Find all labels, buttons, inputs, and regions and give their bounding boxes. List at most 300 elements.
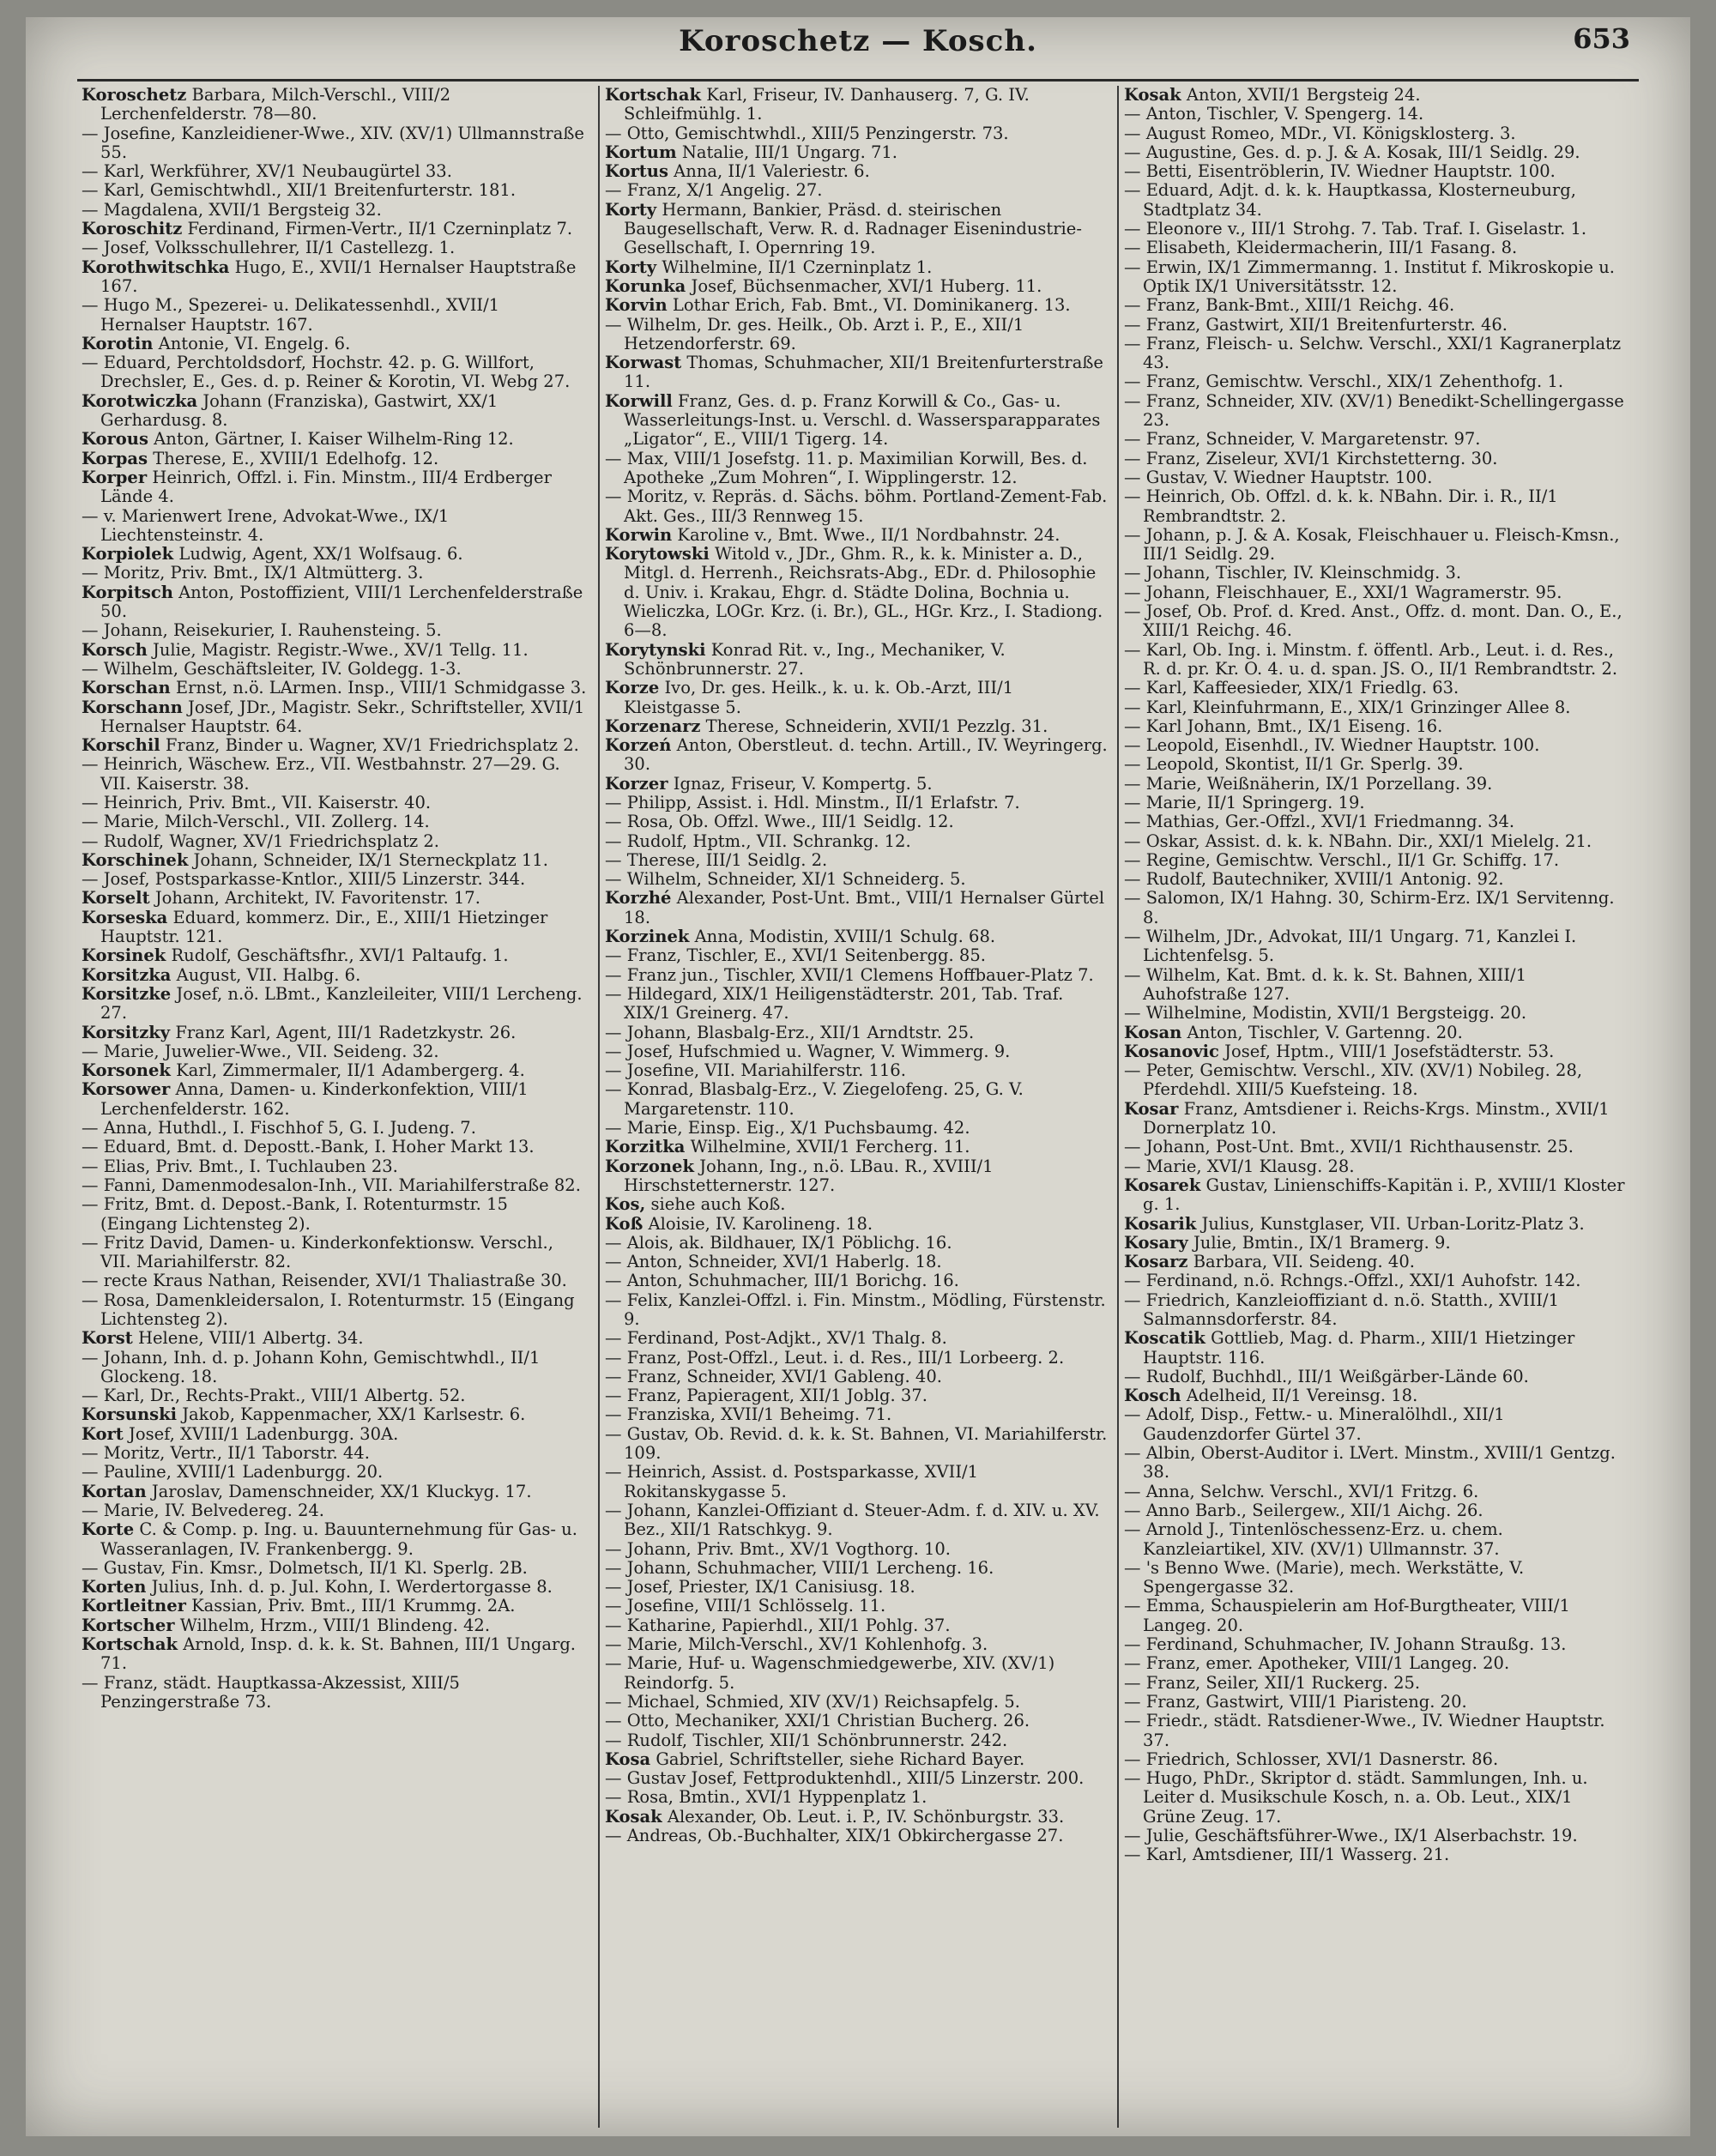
- directory-entry: [82, 1119, 588, 1138]
- entry-text: Josef, Hptm., VIII/1 Josefstädterstr. 53.: [1224, 1041, 1555, 1061]
- directory-entry: [1124, 1520, 1630, 1559]
- entry-text: — Franz, Papieragent, XII/1 Joblg. 37.: [605, 1386, 927, 1406]
- entry-text: Gustav, Linienschiffs-Kapitän i. P., XVIII/1 Kloster g. 1.: [1143, 1175, 1625, 1215]
- entry-text: Anton, Postoffizient, VIII/1 Lerchenfelderstraße 50.: [100, 582, 583, 622]
- entry-text: — Josefine, VIII/1 Schlösselg. 11.: [605, 1596, 886, 1616]
- entry-surname: Kos,: [605, 1194, 646, 1215]
- entry-text: Wilhelm, Hrzm., VIII/1 Blindeng. 42.: [179, 1615, 491, 1635]
- entry-text: siehe auch Koß.: [650, 1194, 786, 1215]
- entry-text: — Moritz, v. Repräs. d. Sächs. böhm. Portland-Zement-Fab. Akt. Ges., III/3 Rennweg 15.: [605, 486, 1108, 526]
- directory-entry: [82, 162, 588, 181]
- entry-text: — Elias, Priv. Bmt., I. Tuchlauben 23.: [82, 1156, 398, 1176]
- directory-entry: [1124, 1386, 1630, 1405]
- entry-text: Therese, E., XVIII/1 Edelhofg. 12.: [153, 448, 439, 468]
- entry-text: — Franziska, XVII/1 Beheimg. 71.: [605, 1404, 892, 1425]
- entry-text: — Rudolf, Wagner, XV/1 Friedrichsplatz 2.: [82, 830, 440, 851]
- entry-text: Adelheid, II/1 Vereinsg. 18.: [1186, 1386, 1418, 1406]
- directory-entry: [605, 1731, 1111, 1750]
- directory-entry: [605, 450, 1111, 488]
- directory-entry: [605, 353, 1111, 392]
- directory-entry: [82, 1329, 588, 1348]
- entry-text: — Augustine, Ges. d. p. J. & A. Kosak, III/1 Seidlg. 29.: [1124, 142, 1580, 162]
- directory-entry: [1124, 162, 1630, 181]
- entry-text: Gabriel, Schriftsteller, siehe Richard Bayer.: [656, 1748, 1025, 1769]
- entry-surname: Korwast: [605, 353, 682, 373]
- entry-text: — Mathias, Ger.-Offzl., XVI/1 Friedmanng. 34.: [1124, 812, 1515, 832]
- directory-entry: [1124, 1253, 1630, 1271]
- entry-text: — Gustav, Ob. Revid. d. k. k. St. Bahnen, VI. Mariahilferstr. 109.: [605, 1423, 1108, 1464]
- directory-entry: [1124, 1845, 1630, 1864]
- directory-entry: [605, 946, 1111, 965]
- directory-entry: [1124, 1444, 1630, 1483]
- entry-text: — Johann, Post-Unt. Bmt., XVII/1 Richthausenstr. 25.: [1124, 1137, 1574, 1157]
- entry-text: — Hildegard, XIX/1 Heiligenstädterstr. 201, Tab. Traf. XIX/1 Greinerg. 47.: [605, 983, 1064, 1024]
- entry-text: — Anton, Schneider, XVI/1 Haberlg. 18.: [605, 1252, 942, 1272]
- directory-entry: [1124, 316, 1630, 335]
- directory-entry: [1124, 1138, 1630, 1157]
- entry-text: Anna, Damen- u. Kinderkonfektion, VIII/1 Lerchenfelderstr. 162.: [100, 1079, 529, 1119]
- entry-text: — Franz, städt. Hauptkassa-Akzessist, XIII/5 Penzingerstraße 73.: [82, 1672, 460, 1712]
- entry-text: — Oskar, Assist. d. k. k. NBahn. Dir., XXI/1 Mielelg. 21.: [1124, 830, 1592, 851]
- directory-entry: [82, 985, 588, 1024]
- entry-surname: Koroschitz: [82, 219, 183, 239]
- entry-text: — Wilhelm, Dr. ges. Heilk., Ob. Arzt i. P., E., XII/1 Hetzendorferstr. 69.: [605, 314, 1024, 353]
- entry-text: — Johann, Schuhmacher, VIII/1 Lercheng. 16.: [605, 1557, 994, 1578]
- directory-entry: [1124, 679, 1630, 698]
- entry-text: — Anna, Huthdl., I. Fischhof 5, G. I. Judeng. 7.: [82, 1118, 476, 1138]
- entry-text: — Franz, Schneider, XIV. (XV/1) Benedikt-Schellingergasse 23.: [1124, 390, 1624, 431]
- directory-entry: [82, 966, 588, 985]
- entry-text: — Emma, Schauspielerin am Hof-Burgtheater, VIII/1 Langeg. 20.: [1124, 1596, 1570, 1635]
- directory-entry: [605, 1654, 1111, 1693]
- entry-text: — Elisabeth, Kleidermacherin, III/1 Fasang. 8.: [1124, 238, 1518, 258]
- entry-text: — Gustav Josef, Fettproduktenhdl., XIII/5 Linzerstr. 200.: [605, 1768, 1085, 1789]
- directory-entry: [82, 86, 588, 124]
- entry-text: — Johann, Fleischhauer, E., XXI/1 Wagramerstr. 95.: [1124, 582, 1562, 602]
- entry-text: — Karl, Dr., Rechts-Prakt., VIII/1 Albertg. 52.: [82, 1386, 466, 1406]
- entry-text: Natalie, III/1 Ungarg. 71.: [681, 142, 897, 162]
- entry-surname: Kosch: [1124, 1386, 1181, 1406]
- entry-text: Jaroslav, Damenschneider, XX/1 Kluckyg. 17.: [151, 1481, 532, 1501]
- entry-text: Anton, Tischler, V. Gartenng. 20.: [1187, 1022, 1463, 1042]
- entry-text: — Friedrich, Schlosser, XVI/1 Dasnerstr. 86.: [1124, 1748, 1499, 1769]
- entry-surname: Korsower: [82, 1079, 171, 1100]
- directory-entry: [605, 1329, 1111, 1348]
- directory-entry: [1124, 124, 1630, 143]
- entry-surname: Kosan: [1124, 1022, 1182, 1042]
- entry-surname: Kosarek: [1124, 1175, 1201, 1195]
- directory-entry: [82, 1597, 588, 1615]
- directory-entry: [82, 1501, 588, 1520]
- entry-text: — Marie, Weißnäherin, IX/1 Porzellang. 39.: [1124, 773, 1493, 794]
- column-divider-1: [598, 86, 600, 2128]
- directory-entry: [1124, 1042, 1630, 1061]
- entry-text: — Karl, Gemischtwhdl., XII/1 Breitenfurterstr. 181.: [82, 180, 517, 201]
- directory-entry: [82, 812, 588, 831]
- entry-surname: Korwin: [605, 524, 673, 545]
- entry-text: — Franz, Bank-Bmt., XIII/1 Reichg. 46.: [1124, 295, 1455, 316]
- entry-text: — Hugo, PhDr., Skriptor d. städt. Sammlungen, Inh. u. Leiter d. Musikschule Kosch, n. a. Ob. Leut., XIX/1 Grüne Zeug. 17.: [1124, 1768, 1588, 1827]
- entry-text: — Heinrich, Wäschew. Erz., VII. Westbahnstr. 27—29. G. VII. Kaiserstr. 38.: [82, 754, 560, 794]
- entry-text: Helene, VIII/1 Albertg. 34.: [138, 1328, 364, 1349]
- directory-entry: [1124, 1712, 1630, 1750]
- directory-column-2: [605, 86, 1111, 1845]
- directory-entry: [82, 392, 588, 431]
- entry-text: — Johann, Priv. Bmt., XV/1 Vogthorg. 10.: [605, 1538, 951, 1559]
- entry-text: — Johann, Reisekurier, I. Rauhensteing. 5.: [82, 620, 442, 641]
- entry-text: — Eduard, Adjt. d. k. k. Hauptkassa, Klosterneuburg, Stadtplatz 34.: [1124, 180, 1576, 220]
- directory-entry: [605, 526, 1111, 545]
- directory-entry: [605, 1501, 1111, 1540]
- entry-text: — Wilhelm, JDr., Advokat, III/1 Ungarg. 71, Kanzlei I. Lichtenfelsg. 5.: [1124, 927, 1577, 966]
- entry-text: — Peter, Gemischtw. Verschl., XIV. (XV/1) Nobileg. 28, Pferdehdl. XIII/5 Kuefsteing. 18.: [1124, 1060, 1583, 1100]
- entry-text: Rudolf, Geschäftsfhr., XVI/1 Paltaufg. 1.: [171, 945, 509, 966]
- directory-entry: [605, 1157, 1111, 1196]
- entry-text: Anton, Oberstleut. d. techn. Artill., IV. Weyringerg. 30.: [624, 735, 1108, 775]
- directory-entry: [1124, 1693, 1630, 1712]
- entry-text: — Ferdinand, Schuhmacher, IV. Johann Straußg. 13.: [1124, 1634, 1567, 1655]
- directory-entry: [605, 1349, 1111, 1368]
- entry-text: Anton, Gärtner, I. Kaiser Wilhelm-Ring 12.: [154, 429, 514, 450]
- directory-entry: [1124, 1674, 1630, 1693]
- entry-text: — Fritz, Bmt. d. Depost.-Bank, I. Rotenturmstr. 15 (Eingang Lichtensteg 2).: [82, 1194, 508, 1234]
- entry-surname: Korotin: [82, 333, 154, 353]
- entry-text: — Rudolf, Tischler, XII/1 Schönbrunnerstr. 242.: [605, 1730, 1008, 1750]
- directory-entry: [1124, 1827, 1630, 1845]
- directory-entry: [82, 679, 588, 698]
- directory-entry: [1124, 239, 1630, 257]
- entry-text: August, VII. Halbg. 6.: [176, 964, 361, 985]
- entry-text: — Rosa, Ob. Offzl. Wwe., III/1 Seidlg. 12.: [605, 812, 954, 832]
- directory-entry: [82, 564, 588, 583]
- directory-entry: [1124, 698, 1630, 717]
- entry-text: — Marie, Milch-Verschl., XV/1 Kohlenhofg. 3.: [605, 1634, 988, 1655]
- entry-text: Arnold, Insp. d. k. k. St. Bahnen, III/1 Ungarg. 71.: [100, 1634, 577, 1674]
- directory-entry: [82, 1271, 588, 1290]
- directory-entry: [82, 621, 588, 640]
- directory-entry: [82, 258, 588, 297]
- directory-entry: [605, 870, 1111, 889]
- directory-entry: [82, 851, 588, 870]
- entry-text: — Magdalena, XVII/1 Bergsteig 32.: [82, 199, 382, 220]
- entry-surname: Kosarik: [1124, 1213, 1197, 1234]
- directory-entry: [605, 1061, 1111, 1080]
- directory-entry: [82, 1234, 588, 1272]
- entry-text: — Josef, Postsparkasse-Kntlor., XIII/5 Linzerstr. 344.: [82, 869, 526, 890]
- entry-surname: Korst: [82, 1328, 133, 1349]
- entry-text: Lothar Erich, Fab. Bmt., VI. Dominikanerg. 13.: [672, 295, 1071, 316]
- entry-text: — Franz, Schneider, XVI/1 Gableng. 40.: [605, 1366, 942, 1386]
- entry-text: — Franz, Gastwirt, VIII/1 Piaristeng. 20.: [1124, 1691, 1467, 1712]
- entry-text: Jakob, Kappenmacher, XX/1 Karlsestr. 6.: [182, 1404, 526, 1425]
- entry-text: — Franz, Fleisch- u. Selchw. Verschl., XXI/1 Kagranerplatz 43.: [1124, 333, 1622, 373]
- entry-text: Josef, Büchsenmacher, XVI/1 Huberg. 11.: [691, 275, 1042, 296]
- directory-entry: [1124, 335, 1630, 373]
- entry-text: Ivo, Dr. ges. Heilk., k. u. k. Ob.-Arzt, III/1 Kleistgasse 5.: [624, 678, 1014, 717]
- entry-text: — Marie, XVI/1 Klausg. 28.: [1124, 1156, 1355, 1176]
- directory-entry: [1124, 258, 1630, 297]
- directory-entry: [1124, 1024, 1630, 1042]
- entry-text: — Franz, Tischler, E., XVI/1 Seitenbergg. 85.: [605, 945, 986, 966]
- directory-entry: [82, 1157, 588, 1176]
- directory-entry: [1124, 1654, 1630, 1673]
- entry-text: — Philipp, Assist. i. Hdl. Minstm., II/1 Erlafstr. 7.: [605, 792, 1020, 812]
- directory-entry: [605, 1712, 1111, 1730]
- directory-entry: [605, 86, 1111, 124]
- entry-text: Ferdinand, Firmen-Vertr., II/1 Czerninplatz 7.: [187, 219, 573, 239]
- directory-entry: [82, 181, 588, 200]
- entry-text: — Fanni, Damenmodesalon-Inh., VII. Mariahilferstraße 82.: [82, 1175, 581, 1195]
- header-rule: [77, 79, 1639, 82]
- entry-surname: Korzonek: [605, 1156, 694, 1176]
- entry-text: — Arnold J., Tintenlöschessenz-Erz. u. chem. Kanzleiartikel, XIV. (XV/1) Ullmannstr. 37.: [1124, 1519, 1503, 1559]
- directory-entry: [1124, 794, 1630, 812]
- running-head: Koroschetz — Kosch.: [679, 24, 1037, 58]
- entry-text: — Katharine, Papierhdl., XII/1 Pohlg. 37.: [605, 1615, 951, 1635]
- directory-entry: [1124, 736, 1630, 755]
- entry-surname: Koscatik: [1124, 1328, 1205, 1349]
- entry-surname: Korsitzka: [82, 964, 172, 985]
- entry-surname: Korsitzky: [82, 1022, 171, 1042]
- directory-entry: [605, 985, 1111, 1024]
- directory-entry: [82, 1616, 588, 1635]
- entry-text: — Marie, Milch-Verschl., VII. Zollerg. 14.: [82, 812, 430, 832]
- entry-surname: Korseska: [82, 907, 168, 927]
- entry-text: — Marie, IV. Belvedereg. 24.: [82, 1500, 324, 1520]
- directory-entry: [82, 1405, 588, 1424]
- directory-entry: [82, 353, 588, 392]
- entry-surname: Korwill: [605, 390, 673, 411]
- entry-text: Johann, Schneider, IX/1 Sterneckplatz 11.: [193, 849, 548, 870]
- directory-entry: [605, 1425, 1111, 1464]
- entry-text: — Therese, III/1 Seidlg. 2.: [605, 849, 828, 870]
- directory-entry: [605, 1386, 1111, 1405]
- entry-surname: Korunka: [605, 275, 686, 296]
- directory-entry: [1124, 812, 1630, 831]
- entry-text: — Johann, p. J. & A. Kosak, Fleischhauer u. Fleisch-Kmsn., III/1 Seidlg. 29.: [1124, 524, 1620, 565]
- directory-entry: [1124, 564, 1630, 583]
- directory-entry: [1124, 755, 1630, 774]
- entry-text: Hugo, E., XVII/1 Hernalser Hauptstraße 167.: [100, 257, 577, 296]
- entry-surname: Korsonek: [82, 1060, 171, 1081]
- directory-entry: [1124, 1597, 1630, 1635]
- entry-text: — Rudolf, Hptm., VII. Schrankg. 12.: [605, 830, 911, 851]
- entry-text: Julius, Inh. d. p. Jul. Kohn, I. Werdertorgasse 8.: [151, 1577, 553, 1597]
- directory-entry: [1124, 1501, 1630, 1520]
- entry-text: Karl, Friseur, IV. Danhauserg. 7, G. IV. Schleifmühlg. 1.: [624, 86, 1030, 124]
- entry-text: — v. Marienwert Irene, Advokat-Wwe., IX/1 Liechtensteinstr. 4.: [82, 505, 450, 545]
- entry-text: — Johann, Blasbalg-Erz., XII/1 Arndtstr. 25.: [605, 1022, 975, 1042]
- entry-surname: Korschan: [82, 678, 171, 698]
- entry-surname: Korotwiczka: [82, 390, 198, 411]
- directory-entry: [1124, 775, 1630, 794]
- directory-entry: [82, 220, 588, 239]
- directory-entry: [82, 1425, 588, 1444]
- entry-text: Heinrich, Offzl. i. Fin. Minstm., III/4 Erdberger Lände 4.: [100, 467, 552, 507]
- entry-text: C. & Comp. p. Ing. u. Bauunternehmung für Gas- u. Wasseranlagen, IV. Frankenbergg. 9.: [100, 1519, 577, 1559]
- page-number: 653: [1573, 22, 1630, 55]
- entry-text: Gottlieb, Mag. d. Pharm., XIII/1 Hietzinger Hauptstr. 116.: [1143, 1328, 1575, 1368]
- directory-entry: [1124, 372, 1630, 391]
- entry-text: — Wilhelm, Geschäftsleiter, IV. Goldegg. 1-3.: [82, 658, 462, 679]
- directory-entry: [1124, 870, 1630, 889]
- directory-entry: [605, 1808, 1111, 1827]
- directory-entry: [82, 755, 588, 794]
- entry-surname: Kortus: [605, 161, 668, 182]
- entry-text: — Leopold, Eisenhdl., IV. Wiedner Hauptstr. 100.: [1124, 735, 1540, 756]
- entry-text: Witold v., JDr., Ghm. R., k. k. Minister a. D., Mitgl. d. Herrenh., Reichsrats-Abg., EDr. d. Philosophie d. Univ. i. Krakau, Ehgr. d. Städte Dolina, Bochnia u. Wieliczka, LOGr. Krz. (i. Br.), GL., HGr. Krz., I. Stadiong. 6—8.: [624, 544, 1103, 641]
- directory-entry: [605, 851, 1111, 870]
- entry-surname: Korytowski: [605, 544, 710, 565]
- entry-text: Therese, Schneiderin, XVII/1 Pezzlg. 31.: [705, 716, 1048, 736]
- directory-entry: [1124, 1635, 1630, 1654]
- entry-text: — Josef, Volksschullehrer, II/1 Castellezg. 1.: [82, 238, 456, 258]
- directory-entry: [82, 1483, 588, 1501]
- entry-text: Alexander, Post-Unt. Bmt., VIII/1 Hernalser Gürtel 18.: [624, 888, 1105, 927]
- directory-entry: [82, 1195, 588, 1234]
- entry-text: — Franz, Seiler, XII/1 Ruckerg. 25.: [1124, 1672, 1421, 1693]
- entry-text: Eduard, kommerz. Dir., E., XIII/1 Hietzinger Hauptstr. 121.: [100, 907, 548, 947]
- entry-text: Kassian, Priv. Bmt., III/1 Krummg. 2A.: [191, 1596, 516, 1616]
- entry-text: — Alois, ak. Bildhauer, IX/1 Pöblichg. 16.: [605, 1232, 952, 1253]
- entry-text: — Marie, Huf- u. Wagenschmiedgewerbe, XIV. (XV/1) Reindorfg. 5.: [605, 1653, 1055, 1693]
- directory-entry: [605, 124, 1111, 143]
- directory-entry: [605, 258, 1111, 277]
- directory-entry: [605, 1788, 1111, 1807]
- directory-entry: [1124, 181, 1630, 220]
- directory-entry: [1124, 1483, 1630, 1501]
- entry-surname: Korzitka: [605, 1137, 686, 1157]
- entry-text: — Felix, Kanzlei-Offzl. i. Fin. Minstm., Mödling, Fürstenstr. 9.: [605, 1289, 1106, 1329]
- entry-text: — Albin, Oberst-Auditor i. LVert. Minstm., XVIII/1 Gentzg. 38.: [1124, 1443, 1616, 1483]
- directory-entry: [82, 736, 588, 755]
- directory-entry: [605, 812, 1111, 831]
- directory-entry: [1124, 430, 1630, 449]
- entry-text: — Franz, Gastwirt, XII/1 Breitenfurterstr. 46.: [1124, 314, 1508, 335]
- entry-text: — Josef, Hufschmied u. Wagner, V. Wimmerg. 9.: [605, 1041, 1011, 1061]
- entry-surname: Koß: [605, 1213, 644, 1234]
- entry-text: Konrad Rit. v., Ing., Mechaniker, V. Schönbrunnerstr. 27.: [624, 639, 1006, 679]
- directory-entry: [82, 641, 588, 660]
- entry-text: — Wilhelmine, Modistin, XVII/1 Bergsteigg. 20.: [1124, 1003, 1527, 1024]
- directory-entry: [1124, 851, 1630, 870]
- directory-entry: [1124, 1234, 1630, 1253]
- directory-entry: [82, 545, 588, 564]
- entry-surname: Kosarz: [1124, 1252, 1188, 1272]
- directory-entry: [82, 794, 588, 812]
- directory-entry: [1124, 1769, 1630, 1827]
- entry-text: — August Romeo, MDr., VI. Königsklosterg. 3.: [1124, 123, 1516, 143]
- entry-text: Franz, Binder u. Wagner, XV/1 Friedrichsplatz 2.: [165, 735, 579, 756]
- entry-surname: Korschinek: [82, 849, 189, 870]
- directory-entry: [605, 1253, 1111, 1271]
- entry-text: Johann (Franziska), Gastwirt, XX/1 Gerhardusg. 8.: [100, 390, 498, 431]
- directory-entry: [82, 946, 588, 965]
- directory-column-3: [1124, 86, 1630, 1865]
- entry-surname: Kortum: [605, 142, 677, 162]
- entry-text: — Regine, Gemischtw. Verschl., II/1 Gr. Schiffg. 17.: [1124, 849, 1560, 870]
- directory-entry: [1124, 296, 1630, 315]
- entry-surname: Korothwitschka: [82, 257, 230, 277]
- entry-text: — Karl, Kaffeesieder, XIX/1 Friedlg. 63.: [1124, 678, 1459, 698]
- directory-entry: [1124, 1100, 1630, 1138]
- directory-entry: [1124, 966, 1630, 1005]
- directory-entry: [605, 1042, 1111, 1061]
- entry-surname: Korte: [82, 1519, 135, 1540]
- entry-text: — Rosa, Bmtin., XVI/1 Hyppenplatz 1.: [605, 1787, 927, 1808]
- directory-entry: [1124, 1176, 1630, 1215]
- directory-entry: [82, 1024, 588, 1042]
- entry-text: — 's Benno Wwe. (Marie), mech. Werkstätte, V. Spengergasse 32.: [1124, 1557, 1525, 1597]
- entry-text: — Hugo M., Spezerei- u. Delikatessenhdl., XVII/1 Hernalser Hauptstr. 167.: [82, 295, 500, 335]
- entry-text: — Josef, Ob. Prof. d. Kred. Anst., Offz. d. mont. Dan. O., E., XIII/1 Reichg. 46.: [1124, 601, 1622, 641]
- entry-text: — Moritz, Vertr., II/1 Taborstr. 44.: [82, 1443, 370, 1464]
- entry-surname: Kortscher: [82, 1615, 175, 1635]
- entry-surname: Korzinek: [605, 927, 690, 947]
- entry-surname: Korschil: [82, 735, 160, 756]
- directory-entry: [605, 162, 1111, 181]
- entry-text: — Anton, Schuhmacher, III/1 Borichg. 16.: [605, 1271, 959, 1291]
- directory-entry: [1124, 487, 1630, 526]
- directory-entry: [605, 889, 1111, 927]
- entry-text: Anton, XVII/1 Bergsteig 24.: [1186, 86, 1421, 105]
- entry-surname: Korschann: [82, 697, 183, 717]
- entry-text: Julius, Kunstglaser, VII. Urban-Loritz-Platz 3.: [1201, 1213, 1585, 1234]
- entry-text: — Andreas, Ob.-Buchhalter, XIX/1 Obkirchergasse 27.: [605, 1826, 1064, 1846]
- entry-text: — Ferdinand, Post-Adjkt., XV/1 Thalg. 8.: [605, 1328, 947, 1349]
- directory-entry: [1124, 602, 1630, 641]
- directory-entry: [82, 832, 588, 851]
- directory-entry: [605, 201, 1111, 258]
- entry-text: — Friedrich, Kanzleioffiziant d. n.ö. Statth., XVIII/1 Salmannsdorferstr. 84.: [1124, 1289, 1559, 1329]
- entry-surname: Korzeń: [605, 735, 672, 756]
- directory-entry: [1124, 468, 1630, 487]
- directory-entry: [1124, 1291, 1630, 1330]
- entry-text: Josef, XVIII/1 Ladenburgg. 30A.: [129, 1423, 399, 1444]
- entry-text: — Wilhelm, Schneider, XI/1 Schneiderg. 5.: [605, 869, 966, 890]
- entry-surname: Kortleitner: [82, 1596, 186, 1616]
- entry-text: — Julie, Geschäftsführer-Wwe., IX/1 Alserbachstr. 19.: [1124, 1826, 1578, 1846]
- directory-entry: [605, 1291, 1111, 1330]
- entry-surname: Korsinek: [82, 945, 166, 966]
- entry-text: Alexander, Ob. Leut. i. P., IV. Schönburgstr. 33.: [667, 1806, 1065, 1827]
- directory-entry: [1124, 1405, 1630, 1444]
- directory-entry: [605, 1234, 1111, 1253]
- entry-surname: Korous: [82, 429, 148, 450]
- entry-text: Barbara, Milch-Verschl., VIII/2 Lerchenfelderstr. 78—80.: [100, 86, 450, 124]
- entry-text: — Max, VIII/1 Josefstg. 11. p. Maximilian Korwill, Bes. d. Apotheke „Zum Mohren“, I. Wipplingerstr. 12.: [605, 448, 1088, 487]
- entry-surname: Korvin: [605, 295, 668, 316]
- directory-entry: [605, 181, 1111, 200]
- directory-entry: [605, 392, 1111, 450]
- entry-text: — Marie, Einsp. Eig., X/1 Puchsbaumg. 42.: [605, 1118, 970, 1138]
- directory-entry: [1124, 717, 1630, 736]
- entry-text: Anna, II/1 Valeriestr. 6.: [674, 161, 870, 182]
- directory-entry: [605, 641, 1111, 679]
- entry-text: Josef, JDr., Magistr. Sekr., Schriftsteller, XVII/1 Hernalser Hauptstr. 64.: [100, 697, 585, 736]
- directory-entry: [605, 1559, 1111, 1578]
- directory-entry: [1124, 392, 1630, 431]
- directory-entry: [82, 1291, 588, 1330]
- entry-text: — Salomon, IX/1 Hahng. 30, Schirm-Erz. IX/1 Servitenng. 8.: [1124, 888, 1615, 927]
- entry-text: — Konrad, Blasbalg-Erz., V. Ziegelofeng. 25, G. V. Margaretenstr. 110.: [605, 1079, 1024, 1119]
- directory-entry: [1124, 105, 1630, 124]
- directory-entry: [1124, 1215, 1630, 1234]
- directory-entry: [82, 1386, 588, 1405]
- entry-text: — Marie, Juwelier-Wwe., VII. Seideng. 32.: [82, 1041, 439, 1061]
- entry-text: — Adolf, Disp., Fettw.- u. Mineralölhdl., XII/1 Gaudenzdorfer Gürtel 37.: [1124, 1404, 1505, 1444]
- directory-entry: [1124, 143, 1630, 162]
